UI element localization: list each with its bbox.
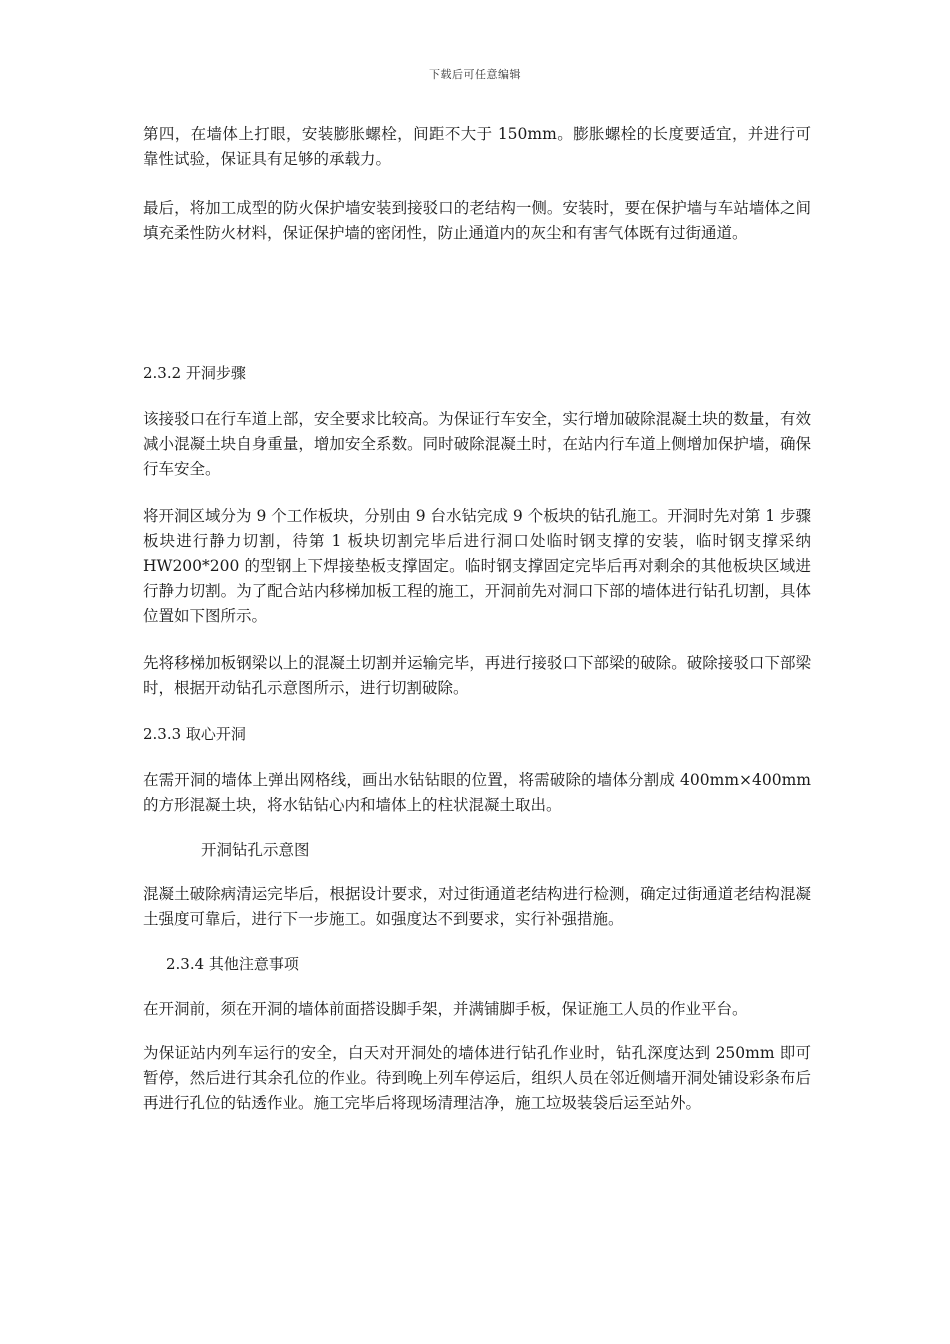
- document-body: [143, 122, 811, 1116]
- paragraph-2-3-2-2: 将开洞区域分为 9 个工作板块，分别由 9 台水钻完成 9 个板块的钻孔施工。开洞时先对第 1 步骤板块进行静力切割，待第 1 板块切割完毕后进行洞口处临时钢支撑的安装，临时钢支撑采纳 HW200*200 的型钢上下焊接垫板支撑固定。临时钢支撑固定完毕后再对剩余的其他板块区域进行静力切割。为了配合站内移梯加板工程的施工，开洞前先对洞口下部的墙体进行钻孔切割，具体位置如下图所示。: [143, 507, 811, 625]
- figure-caption: 开洞钻孔示意图: [201, 841, 310, 859]
- paragraph-2-3-3-1: 在需开洞的墙体上弹出网格线，画出水钻钻眼的位置，将需破除的墙体分割成 400mm×400mm 的方形混凝土块，将水钻钻心内和墙体上的柱状混凝土取出。: [143, 771, 811, 814]
- heading-2-3-2: 2.3.2 开洞步骤: [143, 364, 246, 382]
- paragraph-2-3-4-2: 为保证站内列车运行的安全，白天对开洞处的墙体进行钻孔作业时，钻孔深度达到 250mm 即可暂停，然后进行其余孔位的作业。待到晚上列车停运后，组织人员在邻近侧墙开洞处铺设彩条布后再进行孔位的钻透作业。施工完毕后将现场清理洁净，施工垃圾装袋后运至站外。: [143, 1044, 811, 1112]
- paragraph-2-3-2-3: 先将移梯加板钢梁以上的混凝土切割并运输完毕，再进行接驳口下部梁的破除。破除接驳口下部梁时，根据开动钻孔示意图所示，进行切割破除。: [143, 654, 811, 697]
- page-header: 下载后可任意编辑: [429, 68, 521, 81]
- paragraph-2-3-4-1: 在开洞前，须在开洞的墙体前面搭设脚手架，并满铺脚手板，保证施工人员的作业平台。: [143, 1000, 748, 1018]
- heading-2-3-3: 2.3.3 取心开洞: [143, 725, 246, 743]
- paragraph-2-3-3-2: 混凝土破除病清运完毕后，根据设计要求，对过街通道老结构进行检测，确定过街通道老结构混凝土强度可靠后，进行下一步施工。如强度达不到要求，实行补强措施。: [143, 885, 811, 928]
- heading-2-3-4: 2.3.4 其他注意事项: [166, 955, 299, 973]
- paragraph-last: 最后，将加工成型的防火保护墙安装到接驳口的老结构一侧。安装时，要在保护墙与车站墙体之间填充柔性防火材料，保证保护墙的密闭性，防止通道内的灰尘和有害气体既有过街通道。: [143, 199, 811, 242]
- paragraph-2-3-2-1: 该接驳口在行车道上部，安全要求比较高。为保证行车安全，实行增加破除混凝土块的数量，有效减小混凝土块自身重量，增加安全系数。同时破除混凝土时，在站内行车道上侧增加保护墙，确保行车安全。: [143, 410, 811, 478]
- paragraph-fourth: 第四，在墙体上打眼，安装膨胀螺栓，间距不大于 150mm。膨胀螺栓的长度要适宜，并进行可靠性试验，保证具有足够的承载力。: [143, 125, 811, 168]
